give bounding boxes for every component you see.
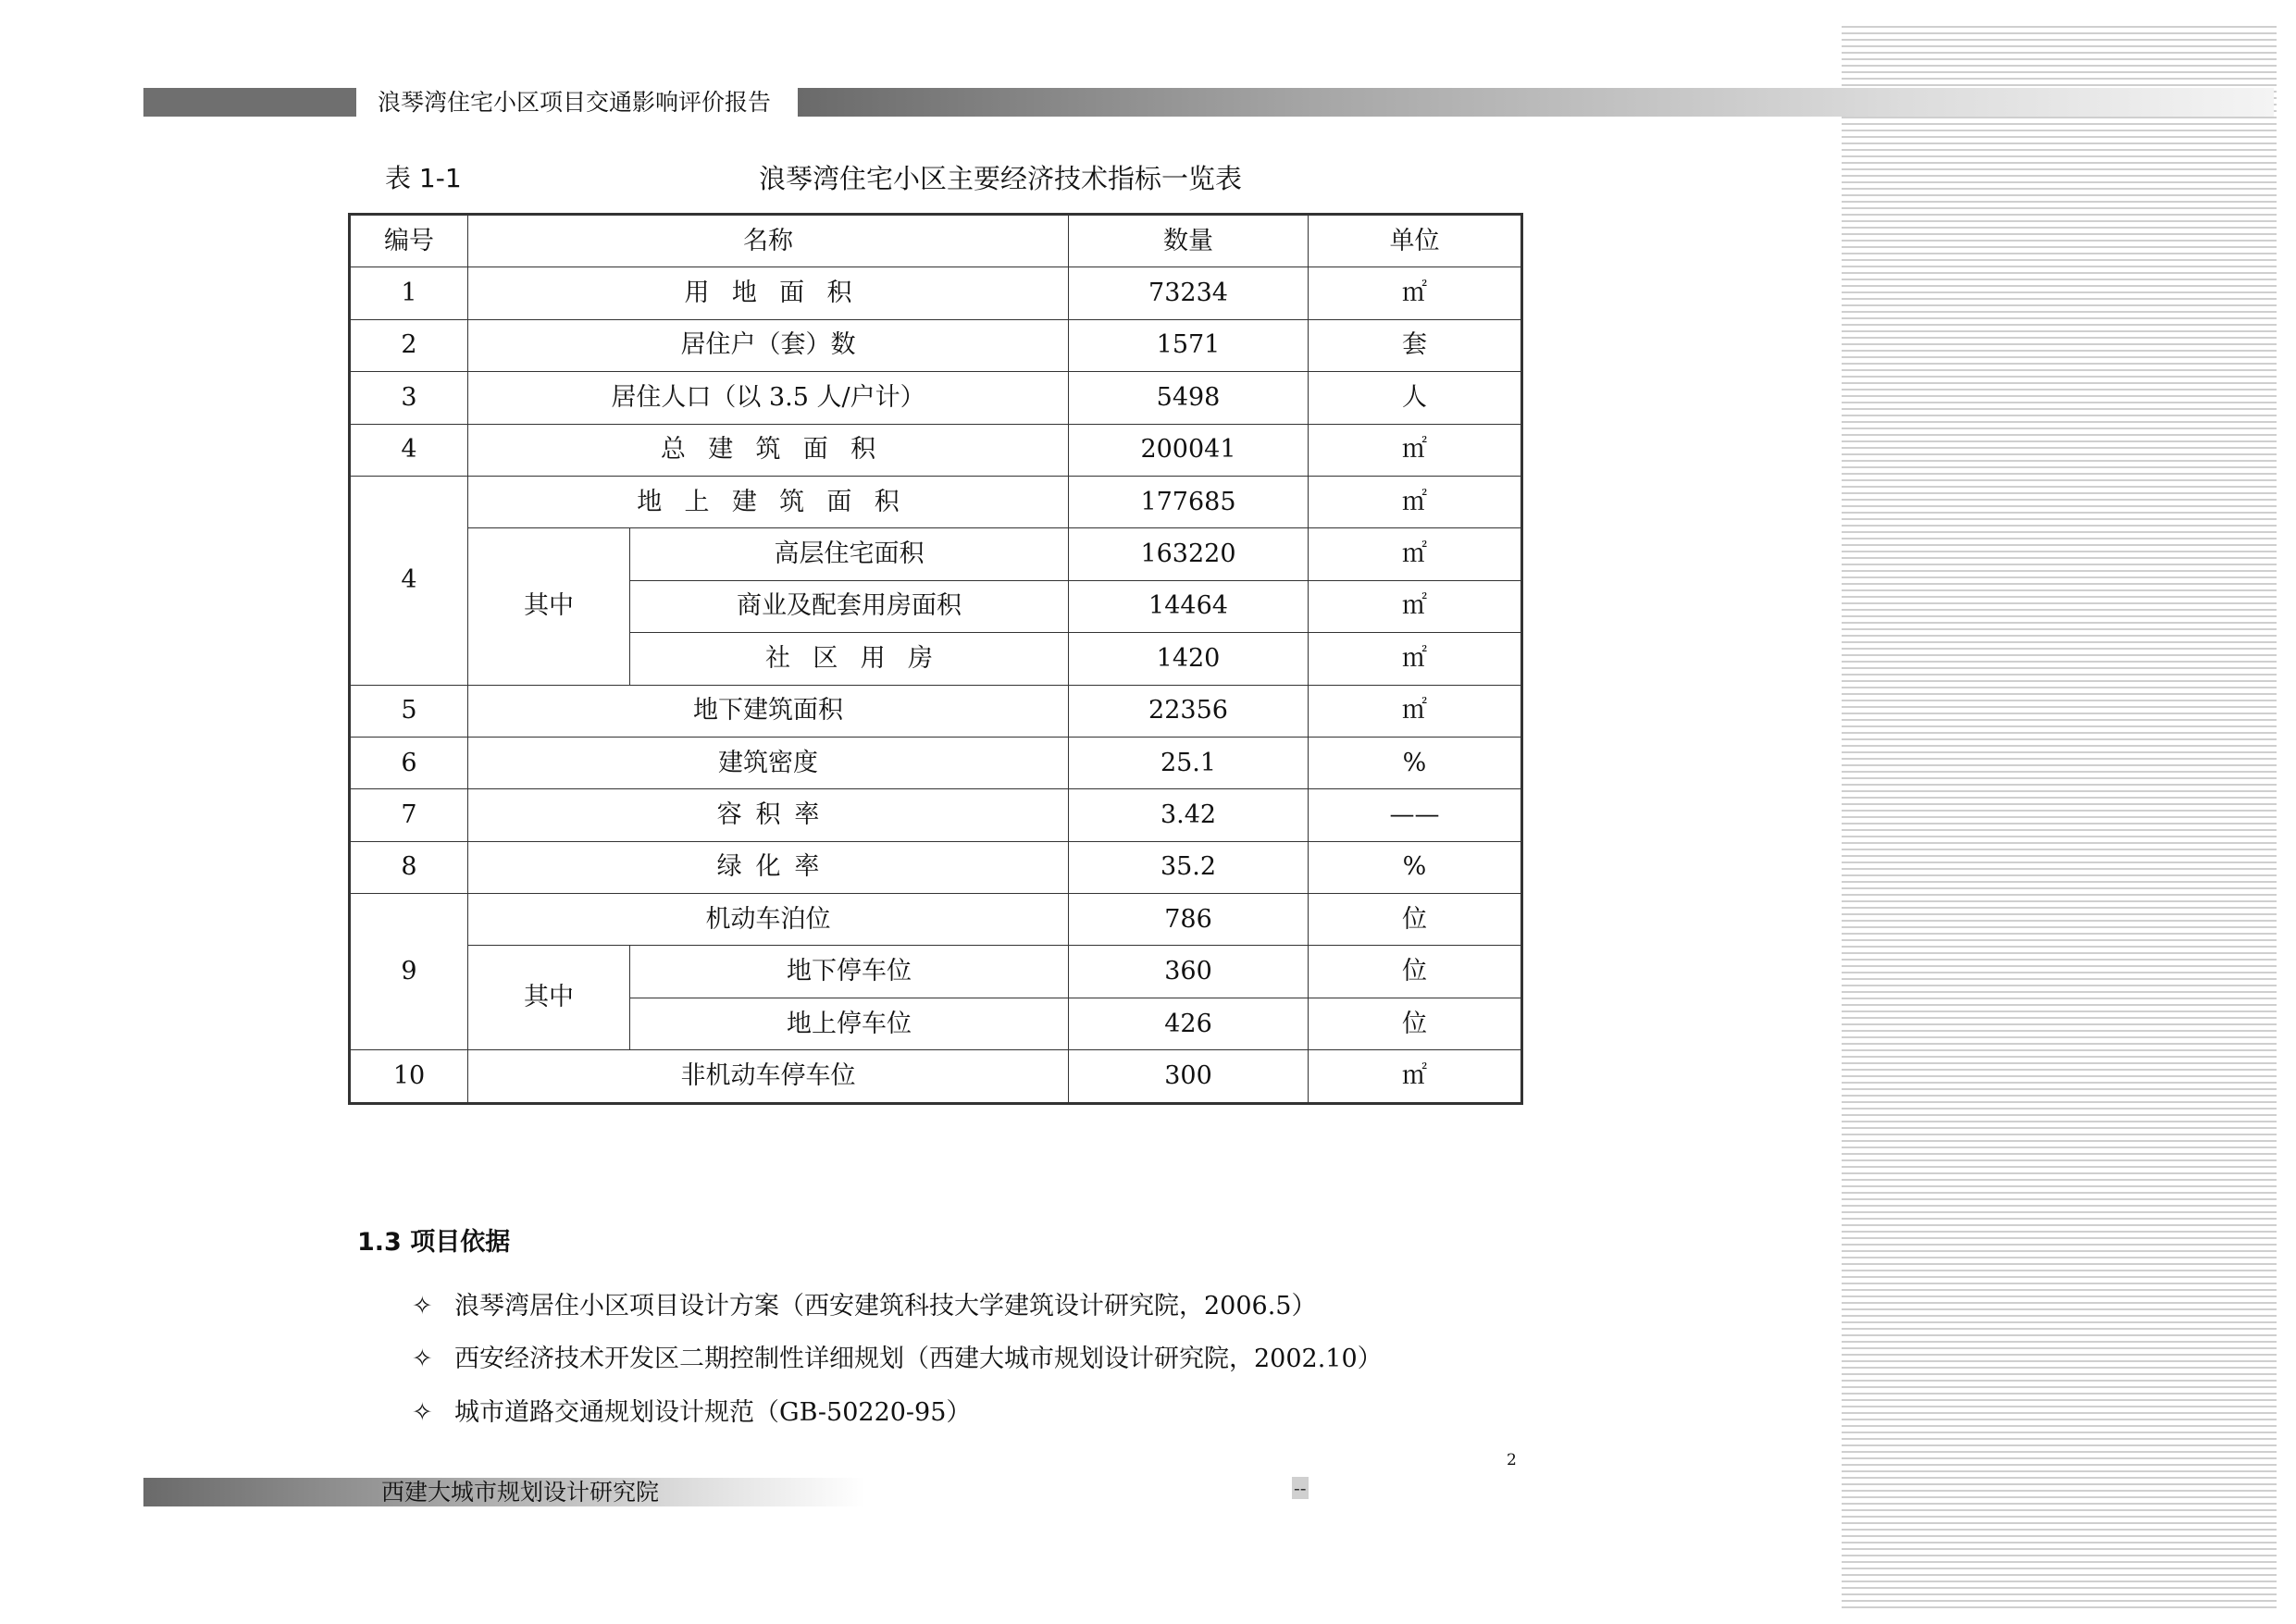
header-cell-no: 编号 (350, 215, 468, 267)
cell-name: 居住户（套）数 (468, 319, 1069, 371)
cell-name: 社区用房 (630, 633, 1069, 685)
cell-unit: ㎡ (1309, 685, 1522, 737)
table-row (350, 1050, 1522, 1103)
cell-name: 总建筑面积 (468, 424, 1069, 476)
cell-qty: 177685 (1069, 476, 1309, 527)
cell-unit: 位 (1309, 894, 1522, 946)
header-cell-name: 名称 (468, 215, 1069, 267)
cell-qty: 300 (1069, 1050, 1309, 1103)
cell-qty: 25.1 (1069, 737, 1309, 788)
cell-name: 绿化率 (468, 841, 1069, 893)
reference-text: 城市道路交通规划设计规范（GB-50220-95） (454, 1398, 972, 1427)
reference-text: 西安经济技术开发区二期控制性详细规划（西建大城市规划设计研究院，2002.10） (454, 1345, 1383, 1373)
cell-name: 地上建筑面积 (468, 476, 1069, 527)
cell-unit: 人 (1309, 372, 1522, 424)
cell-qty: 1420 (1069, 633, 1309, 685)
cell-name: 用地面积 (468, 267, 1069, 319)
cell-unit: % (1309, 737, 1522, 788)
cell-unit: 套 (1309, 319, 1522, 371)
table-row (350, 372, 1522, 424)
cell-no: 3 (350, 372, 468, 424)
table-row (350, 476, 1522, 527)
cell-qty: 360 (1069, 946, 1309, 998)
cell-name: 地下停车位 (630, 946, 1069, 998)
cell-no: 8 (350, 841, 468, 893)
diamond-bullet-icon: ✧ (412, 1398, 433, 1427)
cell-name: 高层住宅面积 (630, 528, 1069, 580)
cell-name: 地下建筑面积 (468, 685, 1069, 737)
indicators-table (348, 213, 1523, 1105)
cell-name: 容积率 (468, 789, 1069, 841)
table-row (350, 528, 1522, 580)
cell-no: 4 (350, 424, 468, 476)
cell-name: 非机动车停车位 (468, 1050, 1069, 1103)
cell-no: 2 (350, 319, 468, 371)
cell-name: 商业及配套用房面积 (630, 580, 1069, 632)
cell-no: 4 (350, 476, 468, 685)
cell-qty: 163220 (1069, 528, 1309, 580)
cell-qty: 786 (1069, 894, 1309, 946)
table-caption-label: 表 1-1 (385, 163, 462, 193)
cell-no: 6 (350, 737, 468, 788)
table-row (350, 424, 1522, 476)
cell-qty: 35.2 (1069, 841, 1309, 893)
cell-qty: 426 (1069, 998, 1309, 1049)
header-cell-unit: 单位 (1309, 215, 1522, 267)
cell-no: 9 (350, 894, 468, 1050)
page-number: 2 (1507, 1451, 1517, 1469)
cell-unit: ㎡ (1309, 424, 1522, 476)
cell-unit: ㎡ (1309, 633, 1522, 685)
header-title: 浪琴湾住宅小区项目交通影响评价报告 (378, 89, 772, 116)
cell-sub-label: 其中 (468, 946, 630, 1050)
cell-no: 1 (350, 267, 468, 319)
header-right-bar (798, 88, 2274, 117)
footer-mark: -- (1294, 1477, 1307, 1499)
table-row (350, 737, 1522, 788)
cell-qty: 200041 (1069, 424, 1309, 476)
cell-unit: 位 (1309, 946, 1522, 998)
reference-text: 浪琴湾居住小区项目设计方案（西安建筑科技大学建筑设计研究院，2006.5） (454, 1292, 1317, 1320)
table-header-row (350, 215, 1522, 267)
cell-unit: ㎡ (1309, 267, 1522, 319)
cell-qty: 5498 (1069, 372, 1309, 424)
cell-no: 5 (350, 685, 468, 737)
table-row (350, 841, 1522, 893)
table-row (350, 685, 1522, 737)
table-row (350, 789, 1522, 841)
cell-unit: % (1309, 841, 1522, 893)
cell-unit: —— (1309, 789, 1522, 841)
cell-sub-label: 其中 (468, 528, 630, 685)
table-row (350, 946, 1522, 998)
table-row (350, 894, 1522, 946)
reference-item (412, 1397, 971, 1429)
cell-unit: ㎡ (1309, 1050, 1522, 1103)
cell-qty: 22356 (1069, 685, 1309, 737)
cell-name: 机动车泊位 (468, 894, 1069, 946)
cell-qty: 3.42 (1069, 789, 1309, 841)
reference-item (412, 1291, 1316, 1322)
section-heading: 1.3 项目依据 (357, 1228, 511, 1257)
diamond-bullet-icon: ✧ (412, 1345, 433, 1373)
cell-qty: 14464 (1069, 580, 1309, 632)
cell-unit: ㎡ (1309, 580, 1522, 632)
header-cell-qty: 数量 (1069, 215, 1309, 267)
cell-unit: ㎡ (1309, 476, 1522, 527)
table-row (350, 267, 1522, 319)
header-left-bar (143, 88, 356, 117)
cell-unit: ㎡ (1309, 528, 1522, 580)
table-row (350, 319, 1522, 371)
table-caption-title: 浪琴湾住宅小区主要经济技术指标一览表 (759, 163, 1243, 194)
cell-name: 居住人口（以 3.5 人/户计） (468, 372, 1069, 424)
cell-no: 10 (350, 1050, 468, 1103)
side-decorative-strip (1842, 26, 2277, 1610)
cell-name: 建筑密度 (468, 737, 1069, 788)
cell-qty: 1571 (1069, 319, 1309, 371)
reference-item (412, 1344, 1383, 1375)
diamond-bullet-icon: ✧ (412, 1292, 433, 1320)
cell-unit: 位 (1309, 998, 1522, 1049)
footer-org: 西建大城市规划设计研究院 (381, 1479, 660, 1506)
cell-name: 地上停车位 (630, 998, 1069, 1049)
cell-qty: 73234 (1069, 267, 1309, 319)
cell-no: 7 (350, 789, 468, 841)
